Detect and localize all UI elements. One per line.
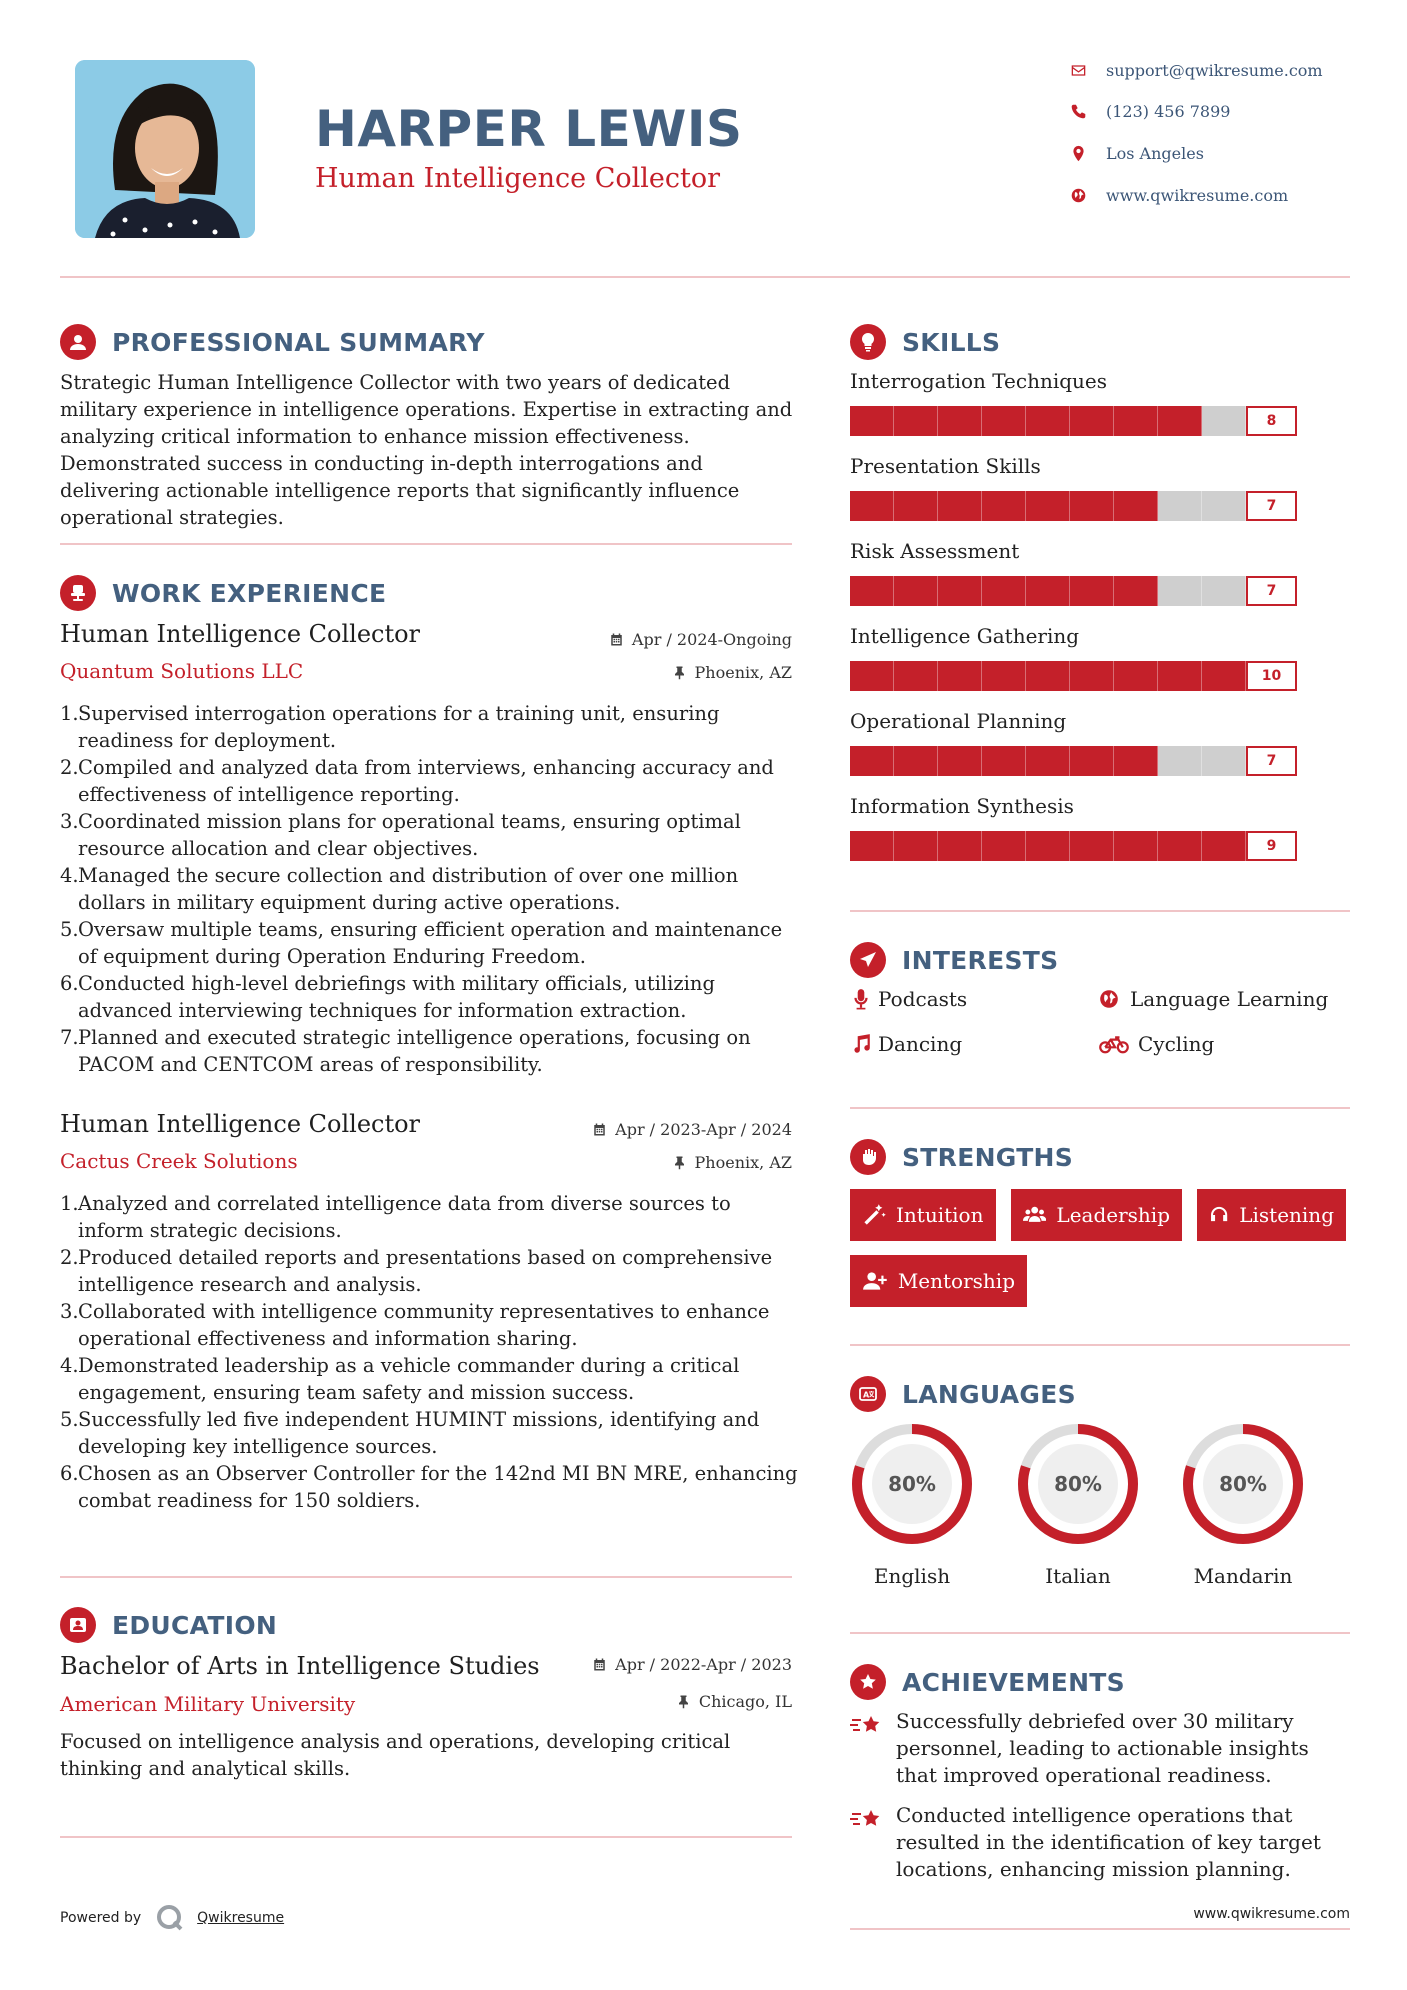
achievement-text: Conducted intelligence operations that resulted in the identification of key target locations, enhancing mission planning. (896, 1803, 1321, 1881)
skill-bar (850, 831, 1347, 861)
language-percent: 80% (888, 1472, 936, 1496)
skill-name: Interrogation Techniques (850, 369, 1108, 393)
skill-bar-segment (982, 406, 1026, 436)
skill-bar-segment (1070, 491, 1114, 521)
list-item: 1. Supervised interrogation operations for a training unit, ensuring readiness for deployment. (60, 702, 720, 752)
skill-bar-segment (1158, 746, 1202, 776)
skill-bar-segment (1202, 576, 1246, 606)
job-2-dates-text: Apr / 2023-Apr / 2024 (615, 1120, 792, 1139)
job-2-bullets (60, 1190, 800, 1514)
skill-score: 8 (1246, 406, 1297, 436)
list-item: 5. Oversaw multiple teams, ensuring efficient operation and maintenance of equipment during Operation Enduring Freedom. (60, 918, 783, 968)
languages-list (850, 1422, 1350, 1592)
magic-wand-icon (862, 1203, 886, 1227)
skill-bar-segment (982, 491, 1026, 521)
skill-bar-segment (894, 576, 938, 606)
language-percent: 80% (1054, 1472, 1102, 1496)
skill-bar-segment (938, 406, 982, 436)
contact-phone[interactable] (1070, 99, 1370, 123)
list-item: 2. Compiled and analyzed data from interviews, enhancing accuracy and effectiveness of intelligence reporting. (60, 756, 774, 806)
skill-item (850, 794, 1350, 879)
job-2-location (560, 1153, 792, 1172)
strengths-title: STRENGTHS (902, 1142, 1074, 1172)
skill-item (850, 539, 1350, 624)
footer-website[interactable]: www.qwikresume.com (1193, 1906, 1350, 1922)
skill-bar-segment (1158, 576, 1202, 606)
work-title: WORK EXPERIENCE (112, 578, 387, 608)
portrait-image (75, 60, 255, 238)
education-location (560, 1692, 792, 1711)
skill-bar-segment (850, 746, 894, 776)
strength-listening (1197, 1189, 1346, 1241)
language-name: Italian (1045, 1564, 1111, 1588)
skill-bar-segment (1202, 746, 1246, 776)
summary-title: PROFESSIONAL SUMMARY (112, 327, 485, 357)
pushpin-icon (672, 1155, 687, 1170)
music-note-icon (850, 1033, 872, 1055)
list-item: 5. Successfully led five independent HUMINT missions, identifying and developing key intelligence sources. (60, 1408, 760, 1458)
list-item: 3. Collaborated with intelligence community representatives to enhance operational effectiveness and information sharing. (60, 1300, 770, 1350)
skill-bar (850, 406, 1347, 436)
skill-bar-segment (1158, 661, 1202, 691)
job-1-dates-text: Apr / 2024-Ongoing (631, 630, 792, 649)
powered-by (60, 1903, 284, 1933)
list-item: 1. Analyzed and correlated intelligence data from diverse sources to inform strategic decisions. (60, 1192, 731, 1242)
list-item: 4. Managed the secure collection and distribution of over one million dollars in military equipment during active operations. (60, 864, 739, 914)
language-name: Mandarin (1193, 1564, 1293, 1588)
job-2-title: Human Intelligence Collector (60, 1110, 421, 1138)
interest-label: Language Learning (1130, 987, 1329, 1011)
strengths-heading (850, 1137, 1073, 1177)
education-location-text: Chicago, IL (698, 1692, 792, 1711)
skill-bar-segment (1026, 491, 1070, 521)
strength-label: Leadership (1056, 1203, 1170, 1227)
skill-score: 10 (1246, 661, 1297, 691)
phone-text: (123) 456 7899 (1106, 101, 1231, 121)
degree-title: Bachelor of Arts in Intelligence Studies (60, 1652, 540, 1680)
list-item: 2. Produced detailed reports and presentations based on comprehensive intelligence research and analysis. (60, 1246, 773, 1296)
job-1-dates (560, 630, 792, 649)
skill-bar-segment (982, 576, 1026, 606)
header-divider (60, 276, 1350, 278)
job-1-location-text: Phoenix, AZ (694, 663, 792, 682)
skill-bar-segment (1070, 661, 1114, 691)
skill-bar-segment (1158, 406, 1202, 436)
skill-bar-segment (894, 746, 938, 776)
bicycle-icon (1098, 1033, 1130, 1055)
skill-bar-segment (894, 661, 938, 691)
contact-website[interactable] (1070, 183, 1370, 207)
languages-heading (850, 1374, 1076, 1414)
strength-leadership (1011, 1189, 1182, 1241)
achievement-text: Successfully debriefed over 30 military personnel, leading to actionable insights that improved operational readiness. (896, 1709, 1309, 1787)
strengths-divider (850, 1344, 1350, 1346)
skill-bar-segment (938, 831, 982, 861)
interest-language-learning (1098, 987, 1328, 1011)
shooting-star-icon (850, 1712, 884, 1740)
interest-podcasts (850, 987, 967, 1011)
skill-bar (850, 746, 1347, 776)
fist-icon (850, 1139, 886, 1175)
skill-bar-segment (1026, 831, 1070, 861)
education-title: EDUCATION (112, 1610, 278, 1640)
skill-bar-segment (1202, 661, 1246, 691)
envelope-icon (1070, 62, 1106, 79)
skill-score: 7 (1246, 746, 1297, 776)
globe-icon (1098, 988, 1120, 1010)
microphone-icon (850, 988, 872, 1010)
skill-bar (850, 661, 1347, 691)
interest-label: Podcasts (878, 987, 968, 1011)
skills-list (850, 369, 1350, 879)
skill-bar-segment (1114, 576, 1158, 606)
phone-icon (1070, 103, 1106, 120)
skill-bar-segment (1070, 406, 1114, 436)
skill-bar-segment (982, 746, 1026, 776)
skill-score: 7 (1246, 576, 1297, 606)
skill-bar-segment (1114, 831, 1158, 861)
education-heading (60, 1605, 277, 1645)
school-name: American Military University (60, 1692, 356, 1716)
skill-item (850, 369, 1350, 454)
qwikresume-logo-icon (155, 1903, 185, 1933)
interest-label: Dancing (878, 1032, 963, 1056)
list-item: 7. Planned and executed strategic intelligence operations, focusing on PACOM and CENTCOM areas of responsibility. (60, 1026, 751, 1076)
languages-title: LANGUAGES (902, 1379, 1076, 1409)
headphones-icon (1209, 1203, 1229, 1227)
job-1-company: Quantum Solutions LLC (60, 659, 304, 683)
strength-mentorship (850, 1255, 1027, 1307)
paper-plane-icon (850, 942, 886, 978)
skill-bar-segment (1158, 831, 1202, 861)
skill-bar-segment (1026, 406, 1070, 436)
website-text: www.qwikresume.com (1106, 185, 1289, 205)
skill-bar-segment (982, 661, 1026, 691)
skill-bar-segment (1114, 491, 1158, 521)
language-ring (1016, 1422, 1140, 1546)
skill-bar-segment (1114, 661, 1158, 691)
pushpin-icon (676, 1694, 691, 1709)
language-item (1181, 1422, 1305, 1588)
skill-bar-segment (894, 491, 938, 521)
skill-bar-segment (1070, 576, 1114, 606)
summary-divider (60, 543, 792, 545)
work-divider (60, 1576, 792, 1578)
interest-dancing (850, 1032, 962, 1056)
skill-bar (850, 491, 1347, 521)
language-item (1016, 1422, 1140, 1588)
achievement-item-1 (850, 1708, 1350, 1789)
email-text: support@qwikresume.com (1106, 60, 1323, 80)
summary-heading (60, 322, 485, 362)
map-pin-icon (1070, 145, 1106, 162)
skill-bar-segment (1026, 746, 1070, 776)
globe-icon (1070, 187, 1106, 204)
skill-bar-segment (1070, 746, 1114, 776)
language-ring (1181, 1422, 1305, 1546)
translate-icon (850, 1376, 886, 1412)
skill-bar-segment (1070, 831, 1114, 861)
job-1-title: Human Intelligence Collector (60, 620, 421, 648)
profile-photo (75, 60, 255, 238)
list-item: 4. Demonstrated leadership as a vehicle commander during a critical engagement, ensuring team safety and mission success. (60, 1354, 740, 1404)
skill-bar-segment (1158, 491, 1202, 521)
qwikresume-link[interactable]: Qwikresume (197, 1910, 285, 1926)
skill-bar-segment (938, 661, 982, 691)
job-1-bullets (60, 700, 800, 1078)
location-text: Los Angeles (1106, 143, 1204, 163)
skill-score: 9 (1246, 831, 1297, 861)
skills-heading (850, 322, 1000, 362)
group-icon (1023, 1203, 1046, 1227)
skill-bar-segment (1026, 576, 1070, 606)
lightbulb-icon (850, 324, 886, 360)
list-item: 6. Conducted high-level debriefings with military officials, utilizing advanced interviewing techniques for information extraction. (60, 972, 715, 1022)
skill-bar-segment (1114, 746, 1158, 776)
skill-bar-segment (938, 491, 982, 521)
job-2-location-text: Phoenix, AZ (694, 1153, 792, 1172)
job-2-company: Cactus Creek Solutions (60, 1149, 298, 1173)
strength-label: Intuition (896, 1203, 984, 1227)
skill-item (850, 624, 1350, 709)
strength-intuition (850, 1189, 996, 1241)
interest-cycling (1098, 1032, 1214, 1056)
summary-text: Strategic Human Intelligence Collector with two years of dedicated military experience in intelligence operations. Expertise in extracting and analyzing critical information to enhance mission effectiveness. Demonstrated success in conducting in-depth interrogations and delivering actionable intelligence reports that significantly influence operational strategies. (60, 371, 793, 529)
achievements-heading (850, 1662, 1125, 1702)
language-percent: 80% (1219, 1472, 1267, 1496)
candidate-title: Human Intelligence Collector (315, 163, 721, 194)
skill-bar-segment (1202, 491, 1246, 521)
list-item: 3. Coordinated mission plans for operational teams, ensuring optimal resource allocation and clear objectives. (60, 810, 741, 860)
education-dates-text: Apr / 2022-Apr / 2023 (615, 1655, 792, 1674)
skill-bar-segment (850, 491, 894, 521)
skill-bar-segment (1202, 831, 1246, 861)
chair-icon (60, 575, 96, 611)
skill-bar (850, 576, 1347, 606)
star-badge-icon (850, 1664, 886, 1700)
calendar-icon (592, 1657, 607, 1672)
skill-bar-segment (1026, 661, 1070, 691)
interests-heading (850, 940, 1058, 980)
shooting-star-icon (850, 1806, 884, 1834)
skill-item (850, 454, 1350, 539)
job-1-location (560, 663, 792, 682)
skill-name: Risk Assessment (850, 539, 1020, 563)
strength-label: Mentorship (897, 1269, 1015, 1293)
interests-divider (850, 1107, 1350, 1109)
skills-divider (850, 910, 1350, 912)
skill-bar-segment (1114, 406, 1158, 436)
user-plus-icon (862, 1269, 888, 1293)
skill-name: Information Synthesis (850, 794, 1074, 818)
education-dates (540, 1655, 792, 1674)
skill-name: Operational Planning (850, 709, 1067, 733)
skill-name: Intelligence Gathering (850, 624, 1080, 648)
contact-location (1070, 141, 1370, 165)
education-description: Focused on intelligence analysis and operations, developing critical thinking and analytical skills. (60, 1730, 731, 1780)
skill-bar-segment (938, 746, 982, 776)
contact-email[interactable] (1070, 58, 1370, 82)
skill-item (850, 709, 1350, 794)
svg-text:A: A (863, 1390, 870, 1400)
achievements-title: ACHIEVEMENTS (902, 1667, 1125, 1697)
pushpin-icon (672, 665, 687, 680)
strength-label: Listening (1239, 1203, 1334, 1227)
skills-title: SKILLS (902, 327, 1001, 357)
work-heading (60, 573, 386, 613)
job-2-dates (540, 1120, 792, 1139)
skill-bar-segment (982, 831, 1026, 861)
user-icon (60, 324, 96, 360)
skill-score: 7 (1246, 491, 1297, 521)
education-divider (60, 1836, 792, 1838)
skill-bar-segment (894, 831, 938, 861)
footer-divider (850, 1928, 1350, 1930)
calendar-icon (592, 1122, 607, 1137)
graduate-icon (60, 1607, 96, 1643)
interests-title: INTERESTS (902, 945, 1059, 975)
language-ring (850, 1422, 974, 1546)
skill-bar-segment (850, 831, 894, 861)
candidate-name: HARPER LEWIS (315, 100, 743, 158)
interest-label: Cycling (1138, 1032, 1215, 1056)
achievement-item-2 (850, 1802, 1350, 1883)
powered-by-text: Powered by (60, 1910, 142, 1926)
language-item (850, 1422, 974, 1588)
language-name: English (873, 1564, 951, 1588)
calendar-icon (609, 632, 624, 647)
list-item: 6. Chosen as an Observer Controller for the 142nd MI BN MRE, enhancing combat readiness for 150 soldiers. (60, 1462, 798, 1512)
skill-bar-segment (894, 406, 938, 436)
skill-bar-segment (850, 661, 894, 691)
languages-divider (850, 1632, 1350, 1634)
skill-bar-segment (850, 406, 894, 436)
skill-bar-segment (1202, 406, 1246, 436)
skill-bar-segment (938, 576, 982, 606)
skill-bar-segment (850, 576, 894, 606)
skill-name: Presentation Skills (850, 454, 1041, 478)
